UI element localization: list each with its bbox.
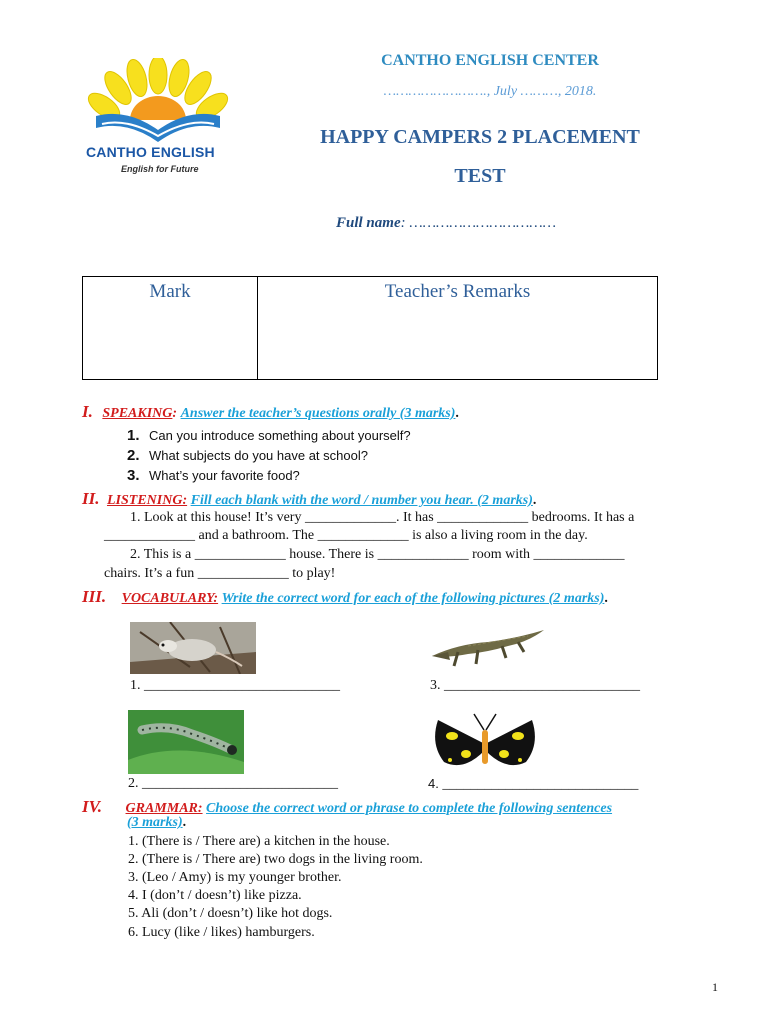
vocab-answer-4[interactable]: 4. ____________________________ bbox=[428, 776, 639, 792]
speaking-item: 1. Can you introduce something about yourself? bbox=[127, 427, 411, 444]
full-name-line bbox=[336, 215, 556, 232]
grammar-item: 2. (There is / There are) two dogs in the living room. bbox=[128, 852, 423, 867]
vocab-answer-1[interactable]: 1. ____________________________ bbox=[130, 678, 340, 693]
speaking-heading: I. SPEAKING: Answer the teacher’s questions orally (3 marks). bbox=[82, 402, 459, 421]
grammar-item: 6. Lucy (like / likes) hamburgers. bbox=[128, 925, 315, 940]
listening-line: 1. Look at this house! It’s very _____________. It has _____________ bedrooms. It has a bbox=[130, 510, 635, 525]
vocabulary-label: VOCABULARY: bbox=[121, 591, 219, 606]
listening-heading: II. LISTENING: Fill each blank with the word / number you hear. (2 marks). bbox=[82, 489, 537, 508]
page-number: 1 bbox=[712, 980, 718, 994]
vocabulary-number: III. bbox=[82, 587, 107, 606]
vocab-answer-2[interactable]: 2. ____________________________ bbox=[128, 776, 338, 791]
teacher-remarks-cell: Teacher’s Remarks bbox=[258, 277, 658, 380]
speaking-item: 3. What’s your favorite food? bbox=[127, 467, 300, 484]
logo-tagline: English for Future bbox=[121, 164, 199, 174]
test-title-line2: TEST bbox=[454, 165, 506, 187]
grammar-item: 1. (There is / There are) a kitchen in the house. bbox=[128, 834, 390, 849]
speaking-number: I. bbox=[82, 402, 93, 421]
grammar-item: 4. I (don’t / doesn’t) like pizza. bbox=[128, 888, 302, 903]
grammar-label: GRAMMAR: bbox=[125, 801, 203, 816]
crocodile-picture bbox=[428, 622, 548, 674]
butterfly-picture bbox=[430, 710, 540, 778]
date-line: ……………………., July ………, 2018. bbox=[383, 84, 597, 99]
mark-cell: Mark bbox=[83, 277, 258, 380]
mark-table bbox=[82, 276, 658, 380]
grammar-instruction-line2: (3 marks) bbox=[127, 815, 183, 830]
test-title-line1: HAPPY CAMPERS 2 PLACEMENT bbox=[320, 126, 640, 148]
listening-line: 2. This is a _____________ house. There is _____________ room with _____________ bbox=[130, 547, 625, 562]
grammar-instruction-line1: Choose the correct word or phrase to complete the following sentences bbox=[206, 801, 613, 816]
full-name-dots: : …………………………… bbox=[400, 215, 557, 231]
full-name-label: Full name bbox=[336, 215, 401, 231]
listening-instruction: Fill each blank with the word / number you hear. (2 marks) bbox=[190, 493, 533, 508]
grammar-instruction-line2-wrap: (3 marks). bbox=[127, 815, 187, 830]
listening-line: chairs. It’s a fun _____________ to play! bbox=[104, 566, 336, 581]
caterpillar-picture bbox=[128, 710, 244, 774]
grammar-item: 3. (Leo / Amy) is my younger brother. bbox=[128, 870, 342, 885]
speaking-instruction: Answer the teacher’s questions orally (3 marks) bbox=[180, 406, 456, 421]
vocab-answer-3[interactable]: 3. ____________________________ bbox=[430, 678, 640, 693]
listening-line: _____________ and a bathroom. The _____________ is also a living room in the day. bbox=[104, 528, 588, 543]
grammar-number: IV. bbox=[82, 797, 103, 816]
center-name: CANTHO ENGLISH CENTER bbox=[381, 52, 599, 69]
grammar-heading bbox=[82, 797, 612, 817]
grammar-item: 5. Ali (don’t / doesn’t) like hot dogs. bbox=[128, 906, 333, 921]
speaking-label: SPEAKING bbox=[102, 406, 173, 421]
logo-text: CANTHO ENGLISH bbox=[86, 144, 215, 160]
vocabulary-heading: III. VOCABULARY: Write the correct word for each of the following pictures (2 marks). bbox=[82, 587, 608, 606]
listening-number: II. bbox=[82, 489, 100, 508]
speaking-item: 2. What subjects do you have at school? bbox=[127, 447, 368, 464]
opossum-picture bbox=[130, 622, 256, 674]
vocabulary-instruction: Write the correct word for each of the following pictures (2 marks) bbox=[221, 591, 605, 606]
listening-label: LISTENING: bbox=[106, 493, 188, 508]
